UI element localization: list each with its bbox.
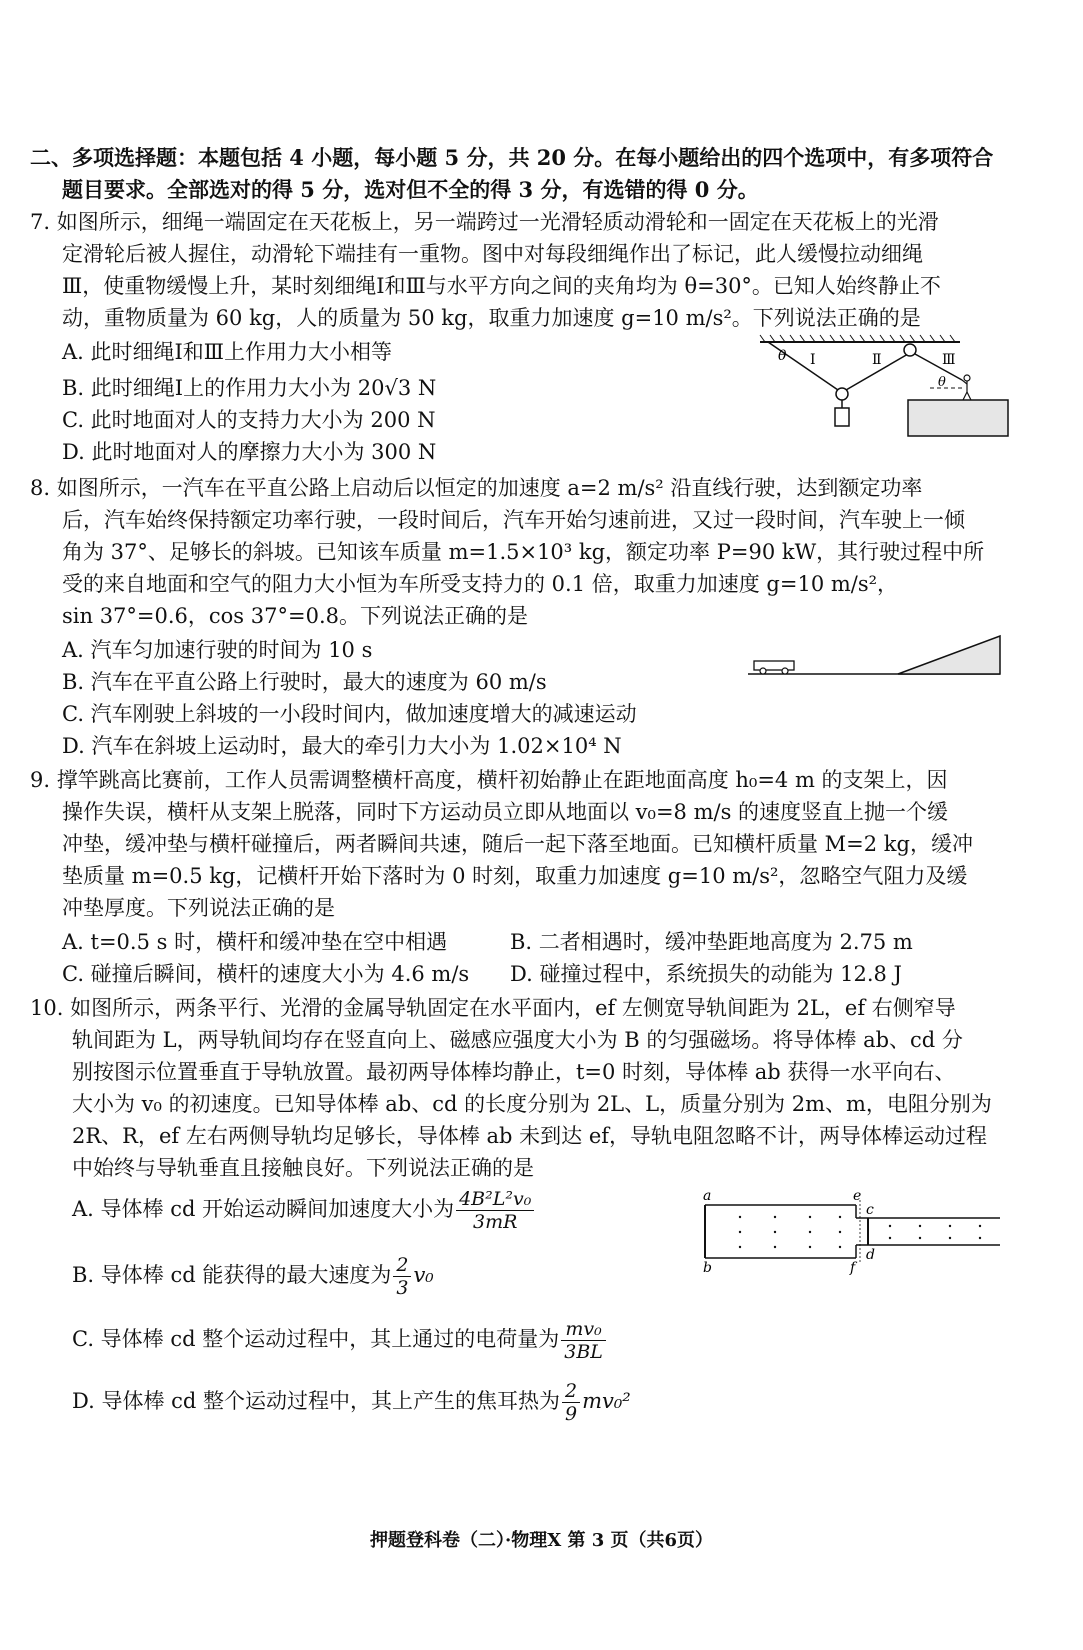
q10-stem-line: 10. 如图所示，两条平行、光滑的金属导轨固定在水平面内，ef 左侧宽导轨间距为 2L，ef 右侧窄导 xyxy=(30,996,956,1020)
q9-option-b: B. 二者相遇时，缓冲垫距地高度为 2.75 m xyxy=(510,930,913,954)
q8-option-a: A. 汽车匀加速行驶的时间为 10 s xyxy=(62,638,373,662)
q10-option-b-tail: v₀ xyxy=(413,1263,434,1287)
q10-stem-line: 中始终与导轨垂直且接触良好。下列说法正确的是 xyxy=(72,1156,534,1180)
page-footer: 押题登科卷（二）·物理X 第 3 页（共6页） xyxy=(369,1530,714,1551)
q7-stem-line: Ⅲ，使重物缓慢上升，某时刻细绳Ⅰ和Ⅲ与水平方向之间的夹角均为 θ=30°。已知人始终静止不 xyxy=(62,274,941,298)
q10-option-c xyxy=(72,1318,608,1363)
fraction-denominator: 3mR xyxy=(473,1211,518,1233)
q10-option-b-fraction xyxy=(393,1254,411,1299)
q7-option-a: A. 此时细绳Ⅰ和Ⅲ上作用力大小相等 xyxy=(62,340,393,364)
q8-stem-line: 角为 37°、足够长的斜坡。已知该车质量 m=1.5×10³ kg，额定功率 P=90 kW，其行驶过程中所 xyxy=(62,540,985,564)
q7-option-c: C. 此时地面对人的支持力大小为 200 N xyxy=(62,408,436,432)
section-header-line2: 题目要求。全部选对的得 5 分，选对但不全的得 3 分，有选错的得 0 分。 xyxy=(62,177,759,202)
fraction-numerator: 2 xyxy=(393,1254,411,1277)
fraction-denominator: 9 xyxy=(565,1403,578,1425)
q7-figure-theta-label: θ xyxy=(778,348,787,364)
q8-option-c: C. 汽车刚驶上斜坡的一小段时间内，做加速度增大的减速运动 xyxy=(62,702,637,726)
q8-stem-line: 受的来自地面和空气的阻力大小恒为车所受支持力的 0.1 倍，取重力加速度 g=10 m/s²， xyxy=(62,572,899,596)
q7-pulley-figure xyxy=(760,334,1010,444)
q10-stem-line: 轨间距为 L，两导轨间均存在竖直向上、磁感应强度大小为 B 的匀强磁场。将导体棒 ab、cd 分 xyxy=(72,1028,963,1052)
q7-stem-line: 定滑轮后被人握住，动滑轮下端挂有一重物。图中对每段细绳作出了标记，此人缓慢拉动细绳 xyxy=(62,242,923,266)
q10-option-c-text: C. 导体棒 cd 整个运动过程中，其上通过的电荷量为 xyxy=(72,1327,560,1351)
q10-figure-label-f: f xyxy=(850,1260,856,1276)
q10-figure-label-c: c xyxy=(866,1202,874,1218)
q8-stem-line: 8. 如图所示，一汽车在平直公路上启动后以恒定的加速度 a=2 m/s² 沿直线行驶，达到额定功率 xyxy=(30,476,923,500)
q8-option-d: D. 汽车在斜坡上运动时，最大的牵引力大小为 1.02×10⁴ N xyxy=(62,734,622,758)
fraction-numerator: 4B²L²v₀ xyxy=(456,1188,534,1211)
q10-stem-line: 别按图示位置垂直于导轨放置。最初两导体棒均静止，t=0 时刻，导体棒 ab 获得一水平向右、 xyxy=(72,1060,956,1084)
q8-car-slope-figure xyxy=(748,634,1008,680)
q10-option-a-fraction xyxy=(456,1188,534,1233)
q10-figure-label-e: e xyxy=(853,1188,862,1204)
q7-figure-theta2-label: θ xyxy=(938,375,946,390)
q9-option-d: D. 碰撞过程中，系统损失的动能为 12.8 J xyxy=(510,962,902,986)
q10-stem-line: 大小为 v₀ 的初速度。已知导体棒 ab、cd 的长度分别为 2L、L，质量分别为 2m、m，电阻分别为 xyxy=(72,1092,992,1116)
section-header-line1: 二、多项选择题：本题包括 4 小题，每小题 5 分，共 20 分。在每小题给出的四个选项中，有多项符合 xyxy=(30,145,994,170)
q10-option-d-tail: mv₀² xyxy=(582,1389,631,1413)
q7-figure-rope3-label: Ⅲ xyxy=(942,352,956,368)
q9-stem-line: 冲垫，缓冲垫与横杆碰撞后，两者瞬间共速，随后一起下落至地面。已知横杆质量 M=2 kg，缓冲 xyxy=(62,832,973,856)
q7-stem-line: 7. 如图所示，细绳一端固定在天花板上，另一端跨过一光滑轻质动滑轮和一固定在天花板上的光滑 xyxy=(30,210,939,234)
q10-option-a-text: A. 导体棒 cd 开始运动瞬间加速度大小为 xyxy=(72,1197,455,1221)
q7-stem-line: 动，重物质量为 60 kg，人的质量为 50 kg，取重力加速度 g=10 m/s²。下列说法正确的是 xyxy=(62,306,921,330)
q9-stem-line: 操作失误，横杆从支架上脱落，同时下方运动员立即从地面以 v₀=8 m/s 的速度竖直上抛一个缓 xyxy=(62,800,949,824)
q10-figure-label-a: a xyxy=(703,1188,712,1204)
q10-option-d xyxy=(72,1380,631,1425)
q10-option-c-fraction xyxy=(561,1318,606,1363)
q9-stem-line: 9. 撑竿跳高比赛前，工作人员需调整横杆高度，横杆初始静止在距地面高度 h₀=4 m 的支架上，因 xyxy=(30,768,948,792)
q9-option-a: A. t=0.5 s 时，横杆和缓冲垫在空中相遇 xyxy=(62,930,448,954)
q8-stem-line: 后，汽车始终保持额定功率行驶，一段时间后，汽车开始匀速前进，又过一段时间，汽车驶上一倾 xyxy=(62,508,965,532)
q7-option-b: B. 此时细绳Ⅰ上的作用力大小为 20√3 N xyxy=(62,376,437,400)
q8-stem-line: sin 37°=0.6，cos 37°=0.8。下列说法正确的是 xyxy=(62,604,528,628)
q7-option-d: D. 此时地面对人的摩擦力大小为 300 N xyxy=(62,440,437,464)
q10-rail-figure xyxy=(700,1190,1005,1275)
q9-stem-line: 垫质量 m=0.5 kg，记横杆开始下落时为 0 时刻，取重力加速度 g=10 m/s²，忽略空气阻力及缓 xyxy=(62,864,968,888)
q7-figure-rope2-label: Ⅱ xyxy=(872,352,882,368)
q7-figure-rope1-label: Ⅰ xyxy=(810,352,816,368)
q9-option-c: C. 碰撞后瞬间，横杆的速度大小为 4.6 m/s xyxy=(62,962,470,986)
q10-figure-label-d: d xyxy=(866,1247,875,1263)
fraction-numerator: mv₀ xyxy=(561,1318,606,1341)
q10-option-a xyxy=(72,1188,536,1233)
q10-stem-line: 2R、R，ef 左右两侧导轨均足够长，导体棒 ab 未到达 ef，导轨电阻忽略不计，两导体棒运动过程 xyxy=(72,1124,988,1148)
q10-option-d-fraction xyxy=(562,1380,580,1425)
fraction-numerator: 2 xyxy=(562,1380,580,1403)
q10-figure-label-b: b xyxy=(703,1260,712,1276)
q9-stem-line: 冲垫厚度。下列说法正确的是 xyxy=(62,896,335,920)
q10-option-b-text: B. 导体棒 cd 能获得的最大速度为 xyxy=(72,1263,392,1287)
q8-option-b: B. 汽车在平直公路上行驶时，最大的速度为 60 m/s xyxy=(62,670,547,694)
q10-option-b xyxy=(72,1254,434,1299)
fraction-denominator: 3BL xyxy=(564,1341,603,1363)
q10-option-d-text: D. 导体棒 cd 整个运动过程中，其上产生的焦耳热为 xyxy=(72,1389,560,1413)
fraction-denominator: 3 xyxy=(396,1277,409,1299)
